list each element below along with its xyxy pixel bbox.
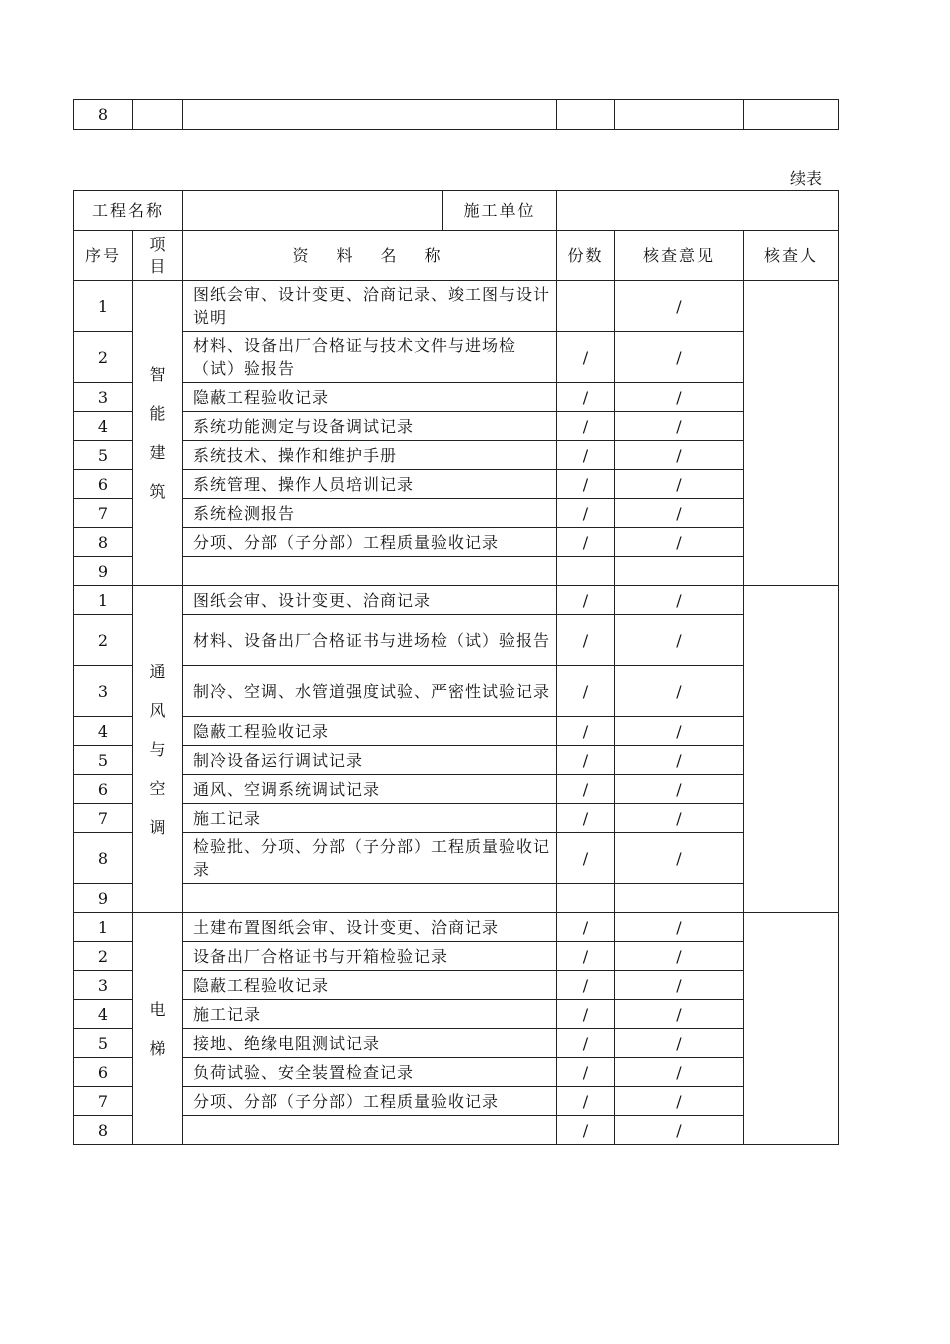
opinion-value: / (615, 775, 744, 804)
table-row (74, 942, 839, 971)
row-number: 4 (74, 717, 133, 746)
opinion-value: / (615, 804, 744, 833)
table-row (74, 884, 839, 913)
row-number: 6 (74, 1058, 133, 1087)
copies-value: / (557, 615, 615, 666)
document-name (183, 557, 557, 586)
opinion-value: / (615, 913, 744, 942)
row-number: 2 (74, 332, 133, 383)
row-number: 1 (74, 281, 133, 332)
checker-cell (744, 913, 839, 1145)
row-number: 2 (74, 615, 133, 666)
project-name-label: 工程名称 (74, 191, 183, 231)
row-number: 9 (74, 557, 133, 586)
document-name (183, 884, 557, 913)
row-number: 4 (74, 1000, 133, 1029)
opinion-cell (615, 100, 744, 130)
table-row (74, 615, 839, 666)
category-label: 智 能 建 筑 (149, 365, 166, 501)
document-name (183, 1116, 557, 1145)
copies-value: / (557, 499, 615, 528)
table-row (74, 281, 839, 332)
table-row (74, 1029, 839, 1058)
table-row (74, 528, 839, 557)
opinion-value: / (615, 586, 744, 615)
contractor-label: 施工单位 (443, 191, 557, 231)
opinion-value: / (615, 1029, 744, 1058)
row-number: 4 (74, 412, 133, 441)
document-name: 图纸会审、设计变更、洽商记录 (183, 586, 557, 615)
copies-value: / (557, 1087, 615, 1116)
category-label: 电 梯 (149, 999, 166, 1058)
document-name: 图纸会审、设计变更、洽商记录、竣工图与设计说明 (183, 281, 557, 332)
table-row (74, 383, 839, 412)
copies-cell (557, 100, 615, 130)
opinion-value: / (615, 971, 744, 1000)
category-cell (133, 913, 183, 1145)
category-cell (133, 281, 183, 586)
table-row (74, 441, 839, 470)
row-number: 1 (74, 913, 133, 942)
opinion-value: / (615, 383, 744, 412)
table-row (74, 499, 839, 528)
copies-value: / (557, 971, 615, 1000)
copies-value: / (557, 833, 615, 884)
opinion-value: / (615, 1000, 744, 1029)
row-number: 3 (74, 666, 133, 717)
opinion-value: / (615, 412, 744, 441)
document-name: 负荷试验、安全装置检查记录 (183, 1058, 557, 1087)
row-number: 1 (74, 586, 133, 615)
document-name: 通风、空调系统调试记录 (183, 775, 557, 804)
opinion-value: / (615, 499, 744, 528)
column-header-row (74, 231, 839, 281)
row-number: 7 (74, 804, 133, 833)
copies-value: / (557, 412, 615, 441)
table-row (74, 1116, 839, 1145)
row-number: 8 (74, 833, 133, 884)
row-number: 9 (74, 884, 133, 913)
document-name: 材料、设备出厂合格证与技术文件与进场检（试）验报告 (183, 332, 557, 383)
opinion-value: / (615, 441, 744, 470)
row-number: 2 (74, 942, 133, 971)
document-name: 系统功能测定与设备调试记录 (183, 412, 557, 441)
opinion-value: / (615, 332, 744, 383)
copies-value: / (557, 666, 615, 717)
table-row (74, 332, 839, 383)
opinion-value: / (615, 942, 744, 971)
row-number: 8 (74, 528, 133, 557)
document-name: 施工记录 (183, 804, 557, 833)
row-number: 5 (74, 441, 133, 470)
table-row (74, 586, 839, 615)
opinion-value: / (615, 833, 744, 884)
table-row (74, 470, 839, 499)
copies-value: / (557, 717, 615, 746)
copies-value: / (557, 775, 615, 804)
checker-cell (744, 281, 839, 586)
document-checklist-table (73, 190, 839, 1145)
opinion-value: / (615, 615, 744, 666)
document-name: 土建布置图纸会审、设计变更、洽商记录 (183, 913, 557, 942)
table-row (74, 1087, 839, 1116)
table-row (74, 913, 839, 942)
project-info-row (74, 191, 839, 231)
row-number: 3 (74, 383, 133, 412)
copies-value: / (557, 1000, 615, 1029)
document-name: 隐蔽工程验收记录 (183, 971, 557, 1000)
document-name: 接地、绝缘电阻测试记录 (183, 1029, 557, 1058)
category-cell (133, 586, 183, 913)
col-checker-header: 核查人 (744, 231, 839, 281)
previous-page-tail-table (73, 99, 839, 130)
document-name: 系统检测报告 (183, 499, 557, 528)
project-name-value (183, 191, 443, 231)
row-number: 7 (74, 499, 133, 528)
document-name: 检验批、分项、分部（子分部）工程质量验收记录 (183, 833, 557, 884)
copies-value: / (557, 913, 615, 942)
copies-value: / (557, 332, 615, 383)
col-name-header: 资 料 名 称 (183, 231, 557, 281)
opinion-value (615, 557, 744, 586)
copies-value: / (557, 528, 615, 557)
checker-cell (744, 586, 839, 913)
document-name: 制冷设备运行调试记录 (183, 746, 557, 775)
table-row (74, 775, 839, 804)
document-name: 设备出厂合格证书与开箱检验记录 (183, 942, 557, 971)
copies-value (557, 557, 615, 586)
row-number: 6 (74, 775, 133, 804)
row-number: 5 (74, 746, 133, 775)
table-row (74, 717, 839, 746)
copies-value: / (557, 746, 615, 775)
checker-cell (744, 100, 839, 130)
opinion-value: / (615, 1087, 744, 1116)
copies-value: / (557, 470, 615, 499)
category-label: 通 风 与 空 调 (149, 661, 166, 837)
opinion-value: / (615, 470, 744, 499)
copies-value: / (557, 1116, 615, 1145)
copies-value (557, 884, 615, 913)
table-row (74, 412, 839, 441)
document-name: 隐蔽工程验收记录 (183, 383, 557, 412)
col-copies-header: 份数 (557, 231, 615, 281)
document-name: 材料、设备出厂合格证书与进场检（试）验报告 (183, 615, 557, 666)
col-opinion-header: 核查意见 (615, 231, 744, 281)
col-item-header: 项目 (133, 231, 183, 281)
table-row (74, 804, 839, 833)
opinion-value: / (615, 717, 744, 746)
table-row (74, 1058, 839, 1087)
row-number: 6 (74, 470, 133, 499)
row-number: 3 (74, 971, 133, 1000)
table-row (74, 100, 839, 130)
row-number: 5 (74, 1029, 133, 1058)
opinion-value: / (615, 666, 744, 717)
opinion-value (615, 884, 744, 913)
document-name: 系统管理、操作人员培训记录 (183, 470, 557, 499)
table-row (74, 833, 839, 884)
row-number: 7 (74, 1087, 133, 1116)
opinion-value: / (615, 1116, 744, 1145)
document-name-cell (183, 100, 557, 130)
copies-value: / (557, 383, 615, 412)
table-row (74, 971, 839, 1000)
document-name: 隐蔽工程验收记录 (183, 717, 557, 746)
table-row (74, 746, 839, 775)
table-row (74, 557, 839, 586)
copies-value: / (557, 441, 615, 470)
copies-value: / (557, 942, 615, 971)
document-name: 分项、分部（子分部）工程质量验收记录 (183, 528, 557, 557)
table-row (74, 666, 839, 717)
col-seq-header: 序号 (74, 231, 133, 281)
document-name: 分项、分部（子分部）工程质量验收记录 (183, 1087, 557, 1116)
table-row (74, 1000, 839, 1029)
document-name: 制冷、空调、水管道强度试验、严密性试验记录 (183, 666, 557, 717)
item-cell (133, 100, 183, 130)
copies-value: / (557, 1029, 615, 1058)
copies-value: / (557, 1058, 615, 1087)
opinion-value: / (615, 281, 744, 332)
document-name: 施工记录 (183, 1000, 557, 1029)
opinion-value: / (615, 1058, 744, 1087)
opinion-value: / (615, 746, 744, 775)
row-number: 8 (74, 100, 133, 130)
copies-value: / (557, 804, 615, 833)
contractor-value (557, 191, 839, 231)
row-number: 8 (74, 1116, 133, 1145)
copies-value: / (557, 586, 615, 615)
document-name: 系统技术、操作和维护手册 (183, 441, 557, 470)
opinion-value: / (615, 528, 744, 557)
copies-value (557, 281, 615, 332)
continued-label: 续表 (790, 169, 823, 188)
